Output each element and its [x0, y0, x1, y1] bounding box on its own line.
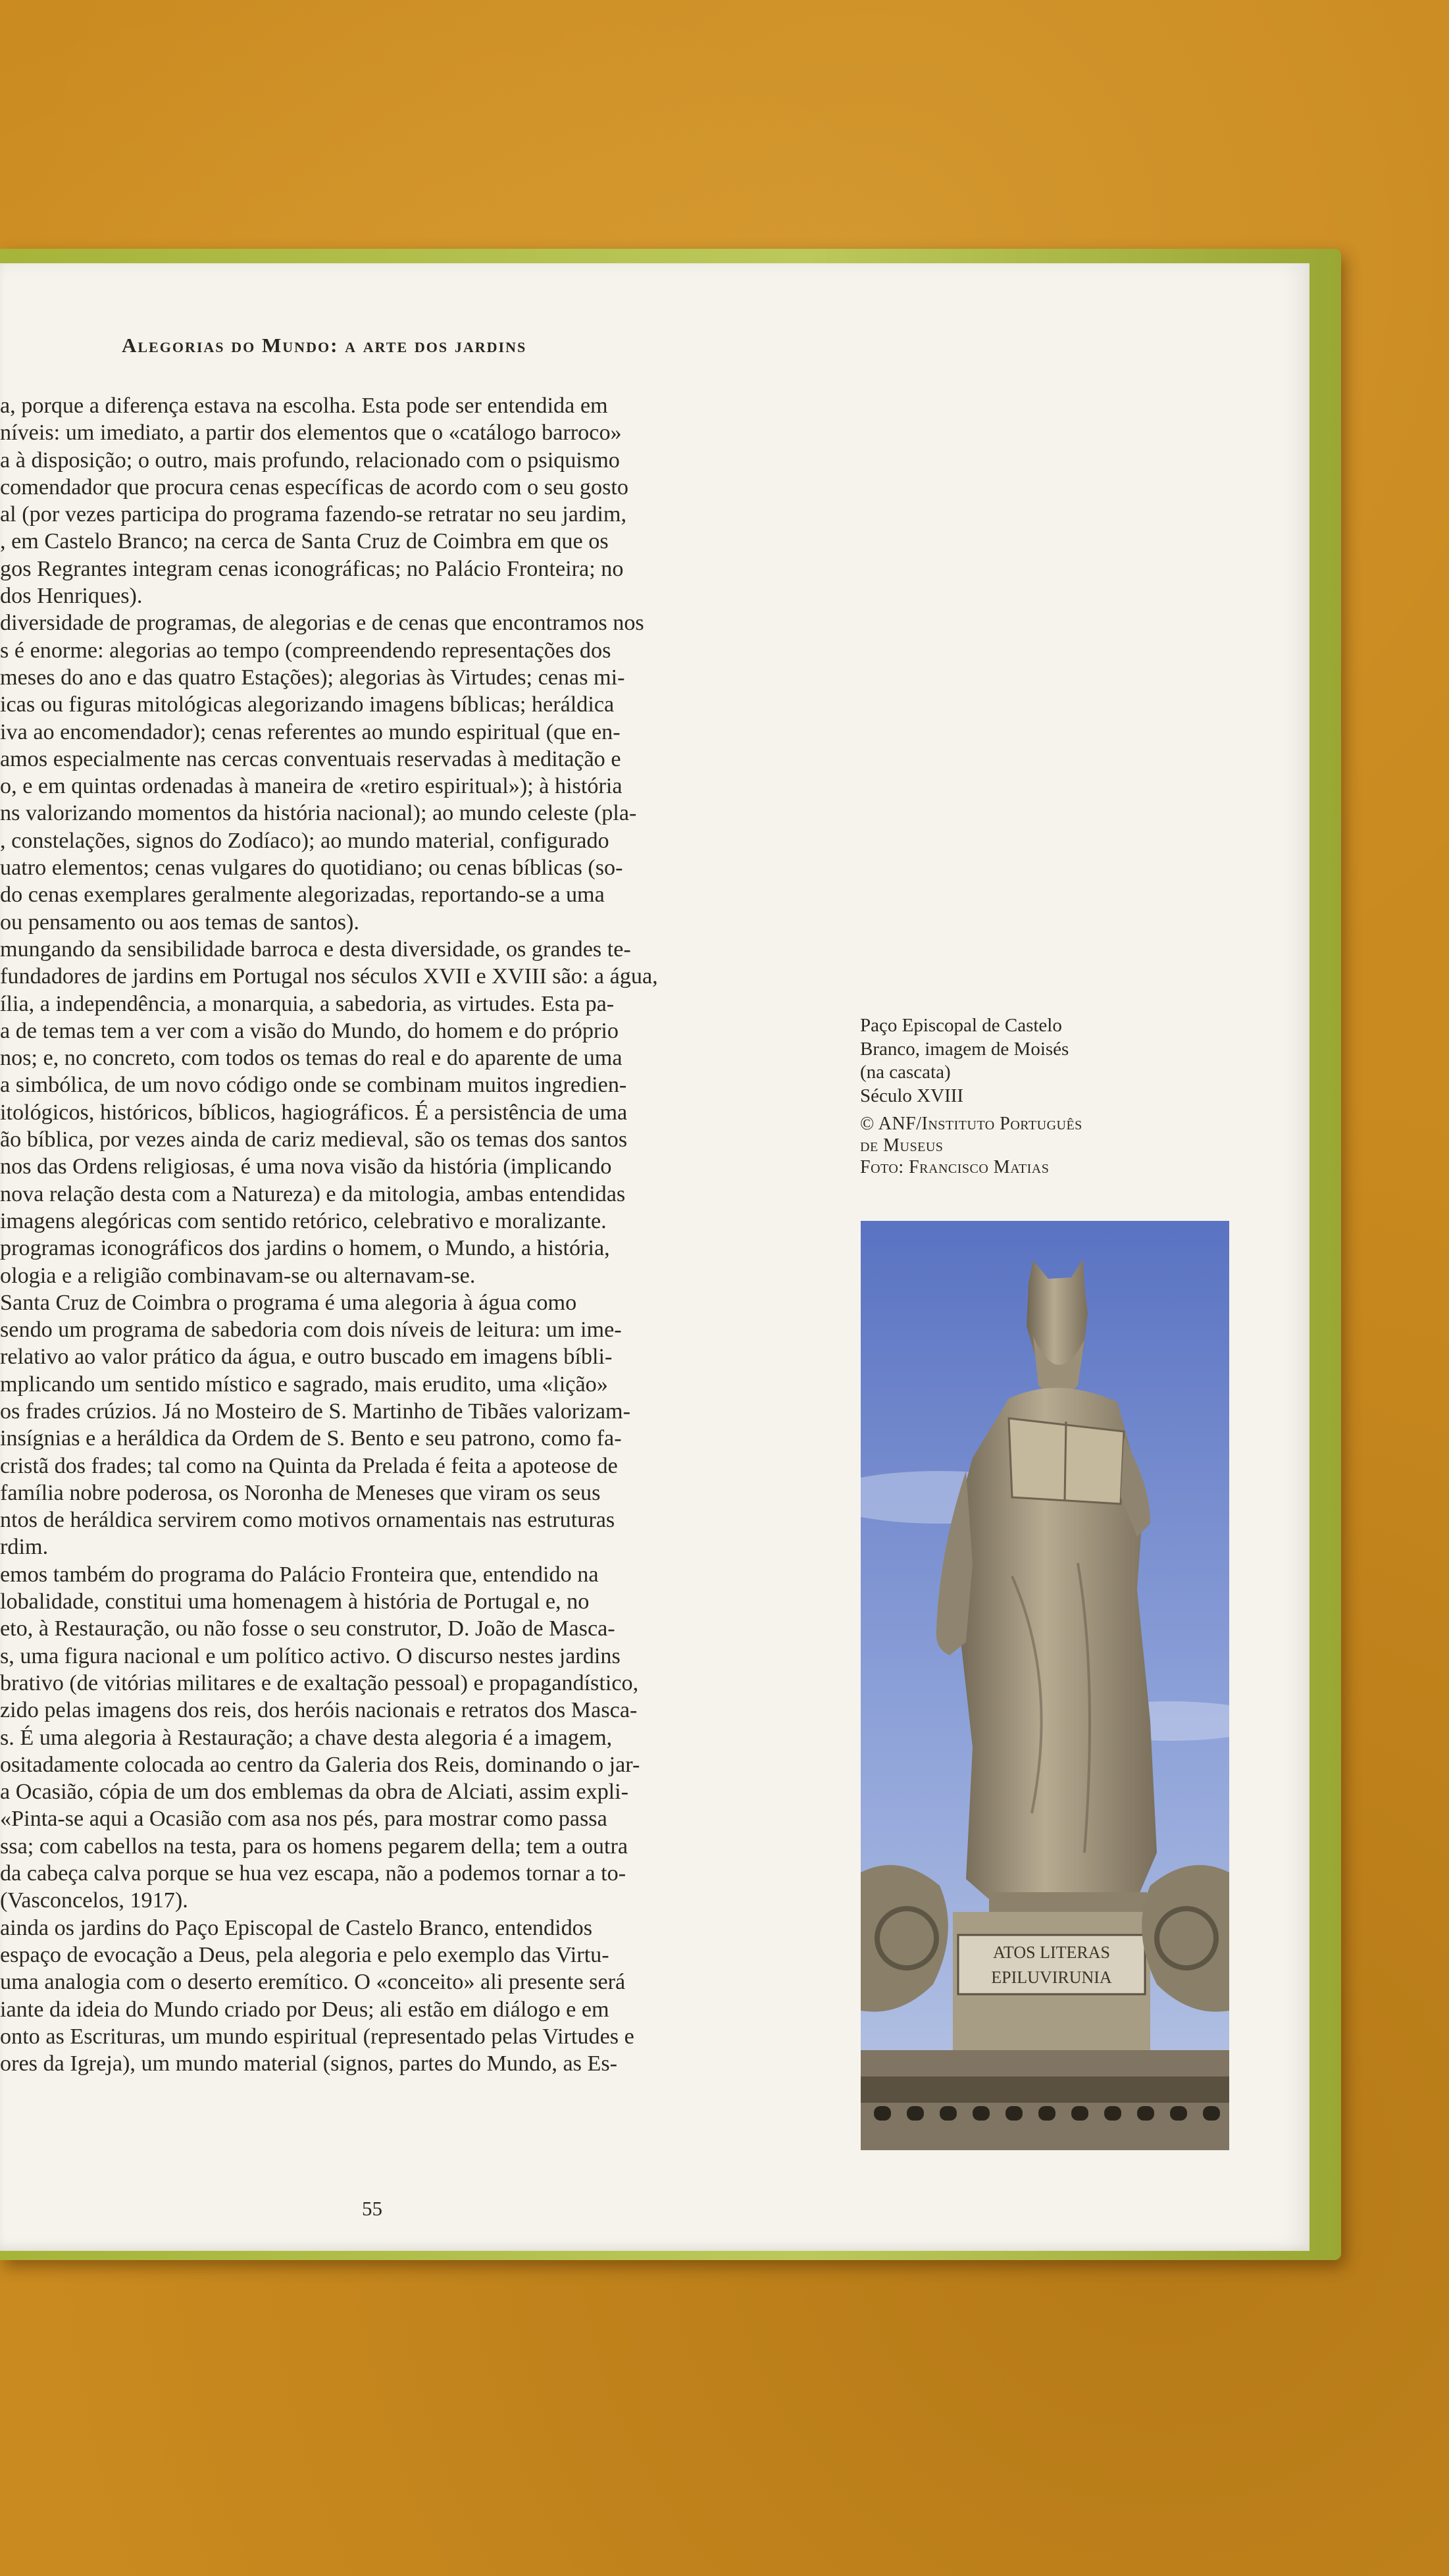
body-text-line: iante da ideia do Mundo criado por Deus; ali estão em diálogo e em — [0, 1997, 609, 2022]
body-text-line: iva ao encomendador); cenas referentes ao mundo espiritual (que en- — [0, 719, 621, 744]
body-text-line: família nobre poderosa, os Noronha de Meneses que viram os seus — [0, 1480, 601, 1505]
credit-line: de Museus — [860, 1135, 944, 1156]
body-text-line: a, porque a diferença estava na escolha. Esta pode ser entendida em — [0, 394, 608, 418]
body-text-line: níveis: um imediato, a partir dos elementos que o «catálogo barroco» — [0, 421, 622, 446]
body-text-line: a simbólica, de um novo código onde se combinam muitos ingredien- — [0, 1073, 627, 1098]
body-text-line: ou pensamento ou aos temas de santos). — [0, 910, 359, 935]
body-text-line: s é enorme: alegorias ao tempo (compreendendo representações dos — [0, 638, 611, 663]
body-text-line: ntos de heráldica servirem como motivos ornamentais nas estruturas — [0, 1508, 615, 1533]
body-text-line: imagens alegóricas com sentido retórico, celebrativo e moralizante. — [0, 1208, 607, 1233]
body-text-line: insígnias e a heráldica da Ordem de S. Bento e seu patrono, como fa- — [0, 1426, 622, 1451]
body-text-line: ssa; com cabellos na testa, para os homens pegarem della; tem a outra — [0, 1834, 628, 1859]
body-text-line: ositadamente colocada ao centro da Galeria dos Reis, dominando o jar- — [0, 1752, 640, 1777]
credit-line: Foto: Francisco Matias — [860, 1157, 1050, 1177]
moses-statue-photo — [861, 1221, 1229, 2150]
body-text-line: zido pelas imagens dos reis, dos heróis nacionais e retratos dos Masca- — [0, 1698, 638, 1723]
body-text-line: emos também do programa do Palácio Fronteira que, entendido na — [0, 1562, 599, 1587]
body-text-line: a à disposição; o outro, mais profundo, relacionado com o psiquismo — [0, 448, 620, 473]
body-text-line: icas ou figuras mitológicas alegorizando imagens bíblicas; heráldica — [0, 692, 615, 717]
body-text-line: ns valorizando momentos da história nacional); ao mundo celeste (pla- — [0, 801, 637, 826]
body-text-line: (Vasconcelos, 1917). — [0, 1888, 188, 1913]
body-text-line: da cabeça calva porque se hua vez escapa, não a podemos tornar a to- — [0, 1861, 626, 1886]
body-text-line: rdim. — [0, 1535, 49, 1560]
statue-illustration — [861, 1221, 1229, 2150]
pedestal-inscription-line-2: EPILUVIRUNIA — [991, 1968, 1112, 1987]
body-text-line: uma analogia com o deserto eremítico. O «conceito» ali presente será — [0, 1970, 626, 1995]
body-text-line: uatro elementos; cenas vulgares do quotidiano; ou cenas bíblicas (so- — [0, 856, 623, 881]
body-text-line: nova relação desta com a Natureza) e da mitologia, ambas entendidas — [0, 1181, 626, 1206]
body-text-line: eto, à Restauração, ou não fosse o seu construtor, D. João de Masca- — [0, 1616, 615, 1641]
body-text-line: itológicos, históricos, bíblicos, hagiográficos. É a persistência de uma — [0, 1100, 628, 1125]
caption-line: (na cascata) — [860, 1062, 951, 1083]
body-text-line: ologia e a religião combinavam-se ou alternavam-se. — [0, 1263, 476, 1288]
body-text-line: comendador que procura cenas específicas de acordo com o seu gosto — [0, 475, 628, 500]
body-text-line: ainda os jardins do Paço Episcopal de Castelo Branco, entendidos — [0, 1915, 593, 1940]
body-text-line: , constelações, signos do Zodíaco); ao mundo material, configurado — [0, 828, 609, 853]
photo-credit — [860, 1113, 1169, 1178]
body-text-line: ão bíblica, por vezes ainda de cariz medieval, são os temas dos santos — [0, 1127, 628, 1152]
body-text-line: a Ocasião, cópia de um dos emblemas da obra de Alciati, assim expli- — [0, 1780, 629, 1805]
body-text-line: «Pinta-se aqui a Ocasião com asa nos pés, para mostrar como passa — [0, 1807, 607, 1832]
body-text-line: espaço de evocação a Deus, pela alegoria e pelo exemplo das Virtu- — [0, 1942, 609, 1967]
body-text-line: gos Regrantes integram cenas iconográficas; no Palácio Fronteira; no — [0, 556, 624, 581]
body-text-line: , em Castelo Branco; na cerca de Santa Cruz de Coimbra em que os — [0, 529, 609, 554]
body-text-line: sendo um programa de sabedoria com dois níveis de leitura: um ime- — [0, 1318, 622, 1343]
body-text-line: mungando da sensibilidade barroca e desta diversidade, os grandes te- — [0, 937, 631, 962]
body-text-line: do cenas exemplares geralmente alegorizadas, reportando-se a uma — [0, 883, 605, 908]
body-text-line: dos Henriques). — [0, 584, 143, 609]
caption-title-lines — [860, 1014, 1169, 1108]
body-text-line: mplicando um sentido místico e sagrado, mais erudito, uma «lição» — [0, 1372, 608, 1397]
body-text-line: o, e em quintas ordenadas à maneira de «retiro espiritual»); à história — [0, 774, 623, 799]
body-text-line: onto as Escrituras, um mundo espiritual (representado pelas Virtudes e — [0, 2024, 634, 2049]
body-text-line: s, uma figura nacional e um político activo. O discurso nestes jardins — [0, 1643, 621, 1668]
caption-line: Branco, imagem de Moisés — [860, 1038, 1069, 1060]
body-text-line: meses do ano e das quatro Estações); alegorias às Virtudes; cenas mi- — [0, 665, 625, 690]
body-text-line: diversidade de programas, de alegorias e de cenas que encontramos nos — [0, 611, 644, 636]
body-text-line: amos especialmente nas cercas conventuais reservadas à meditação e — [0, 746, 621, 771]
body-text-line: ores da Igreja), um mundo material (signos, partes do Mundo, as Es- — [0, 2051, 618, 2076]
body-text-line: al (por vezes participa do programa fazendo-se retratar no seu jardim, — [0, 502, 627, 527]
body-text-line: ília, a independência, a monarquia, a sabedoria, as virtudes. Esta pa- — [0, 991, 615, 1016]
photo-caption — [860, 1014, 1169, 1178]
body-text-line: relativo ao valor prático da água, e outro buscado em imagens bíbli- — [0, 1345, 613, 1370]
body-text-line: Santa Cruz de Coimbra o programa é uma alegoria à água como — [0, 1290, 577, 1315]
body-text-line: nos das Ordens religiosas, é uma nova visão da história (implicando — [0, 1154, 612, 1179]
page-number: 55 — [362, 2197, 382, 2220]
body-text-line: nos; e, no concreto, com todos os temas do real e do aparente de uma — [0, 1046, 623, 1071]
credit-line: © ANF/Instituto Português — [860, 1114, 1082, 1134]
pedestal-inscription-line-1: ATOS LITERAS — [993, 1943, 1110, 1962]
body-text-line: lobalidade, constitui uma homenagem à história de Portugal e, no — [0, 1589, 590, 1614]
body-text-line: a de temas tem a ver com a visão do Mundo, do homem e do próprio — [0, 1018, 619, 1043]
body-text-line: programas iconográficos dos jardins o homem, o Mundo, a história, — [0, 1236, 610, 1261]
body-text-line: fundadores de jardins em Portugal nos séculos XVII e XVIII são: a água, — [0, 964, 658, 989]
running-head: Alegorias do Mundo: a arte dos jardins — [122, 334, 527, 357]
body-text-line: brativo (de vitórias militares e de exaltação pessoal) e propagandístico, — [0, 1670, 639, 1695]
body-text-line: s. É uma alegoria à Restauração; a chave desta alegoria é a imagem, — [0, 1725, 613, 1750]
book-page — [0, 263, 1309, 2251]
body-text-column — [0, 392, 816, 2077]
caption-line: Paço Episcopal de Castelo — [860, 1015, 1062, 1036]
body-text-line: os frades crúzios. Já no Mosteiro de S. Martinho de Tibães valorizam- — [0, 1399, 631, 1424]
body-text-line: cristã dos frades; tal como na Quinta da Prelada é feita a apoteose de — [0, 1453, 618, 1478]
caption-line: Século XVIII — [860, 1085, 964, 1106]
